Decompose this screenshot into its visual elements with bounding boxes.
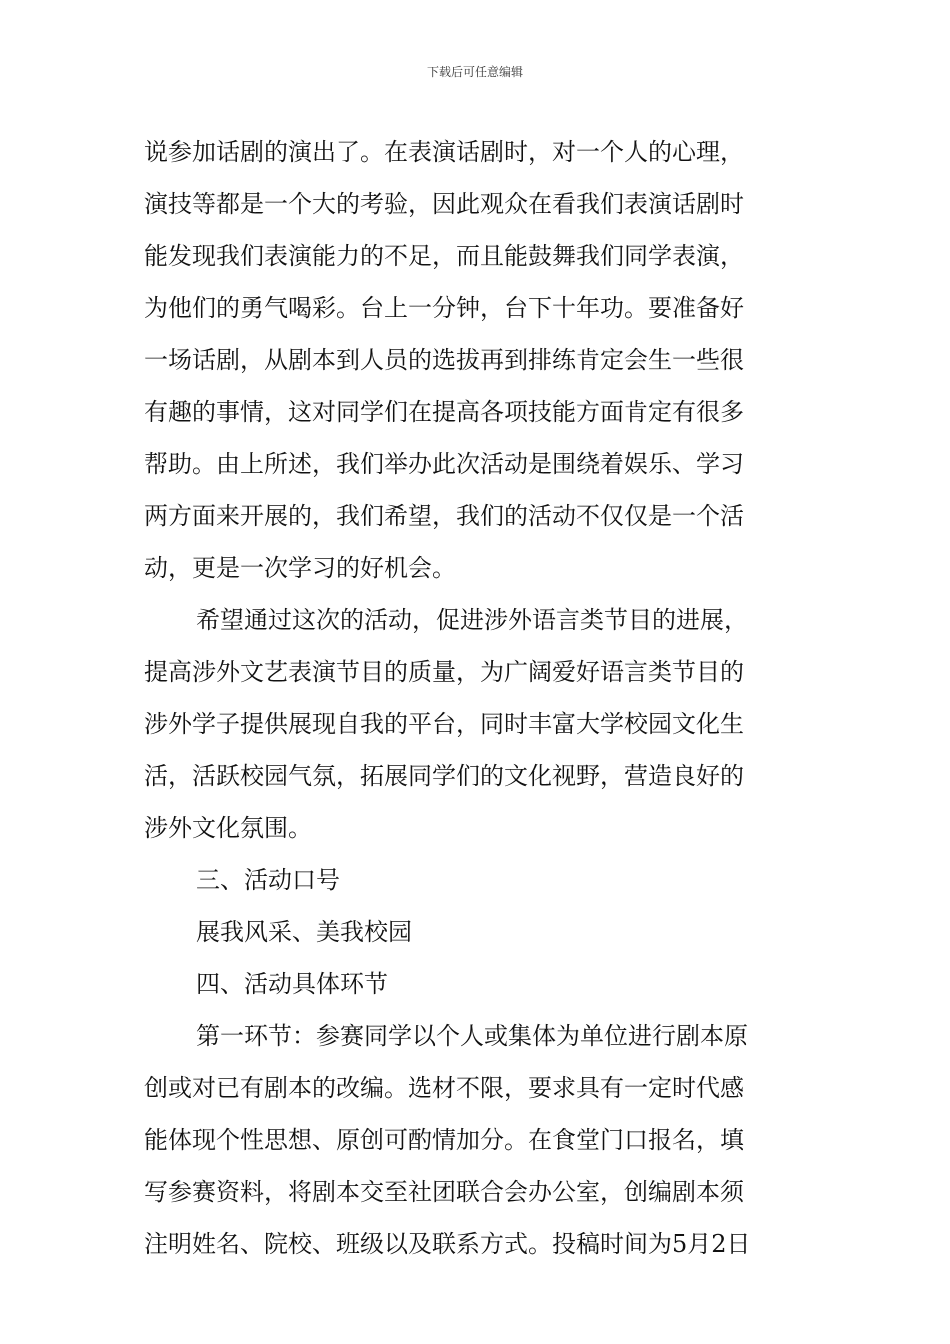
text-line: 能发现我们表演能力的不足，而且能鼓舞我们同学表演， (144, 242, 744, 270)
text-line: 能体现个性思想、原创可酌情加分。在食堂门口报名，填 (144, 1126, 744, 1154)
text-line: 第一环节：参赛同学以个人或集体为单位进行剧本原 (196, 1022, 748, 1050)
text-line: 演技等都是一个大的考验，因此观众在看我们表演话剧时 (144, 190, 744, 218)
text-line: 两方面来开展的，我们希望，我们的活动不仅仅是一个活 (144, 502, 744, 530)
text-line: 涉外学子提供展现自我的平台，同时丰富大学校园文化生 (144, 710, 744, 738)
text-line: 创或对已有剧本的改编。选材不限，要求具有一定时代感 (144, 1074, 744, 1102)
page-header: 下载后可任意编辑 (426, 65, 523, 79)
text-line: 动，更是一次学习的好机会。 (144, 554, 456, 582)
text-line: 说参加话剧的演出了。在表演话剧时，对一个人的心理， (144, 138, 744, 166)
text-line: 注明姓名、院校、班级以及联系方式。投稿时间为5月2日 (144, 1230, 751, 1258)
text-line: 一场话剧，从剧本到人员的选拔再到排练肯定会生一些很 (144, 346, 744, 374)
text-line: 帮助。由上所述，我们举办此次活动是围绕着娱乐、学习 (144, 450, 744, 478)
text-line: 提高涉外文艺表演节目的质量，为广阔爱好语言类节目的 (144, 658, 744, 686)
text-line: 写参赛资料，将剧本交至社团联合会办公室，创编剧本须 (144, 1178, 744, 1206)
text-line: 有趣的事情，这对同学们在提高各项技能方面肯定有很多 (144, 398, 744, 426)
text-line: 活，活跃校园气氛，拓展同学们的文化视野，营造良好的 (144, 762, 744, 790)
text-line: 四、活动具体环节 (196, 970, 388, 998)
text-line: 希望通过这次的活动，促进涉外语言类节目的进展， (196, 606, 748, 634)
text-line: 涉外文化氛围。 (144, 814, 312, 842)
text-line: 展我风采、美我校园 (196, 918, 412, 946)
text-line: 为他们的勇气喝彩。台上一分钟，台下十年功。要准备好 (144, 294, 744, 322)
text-line: 三、活动口号 (196, 866, 340, 894)
document-body (144, 126, 814, 1270)
